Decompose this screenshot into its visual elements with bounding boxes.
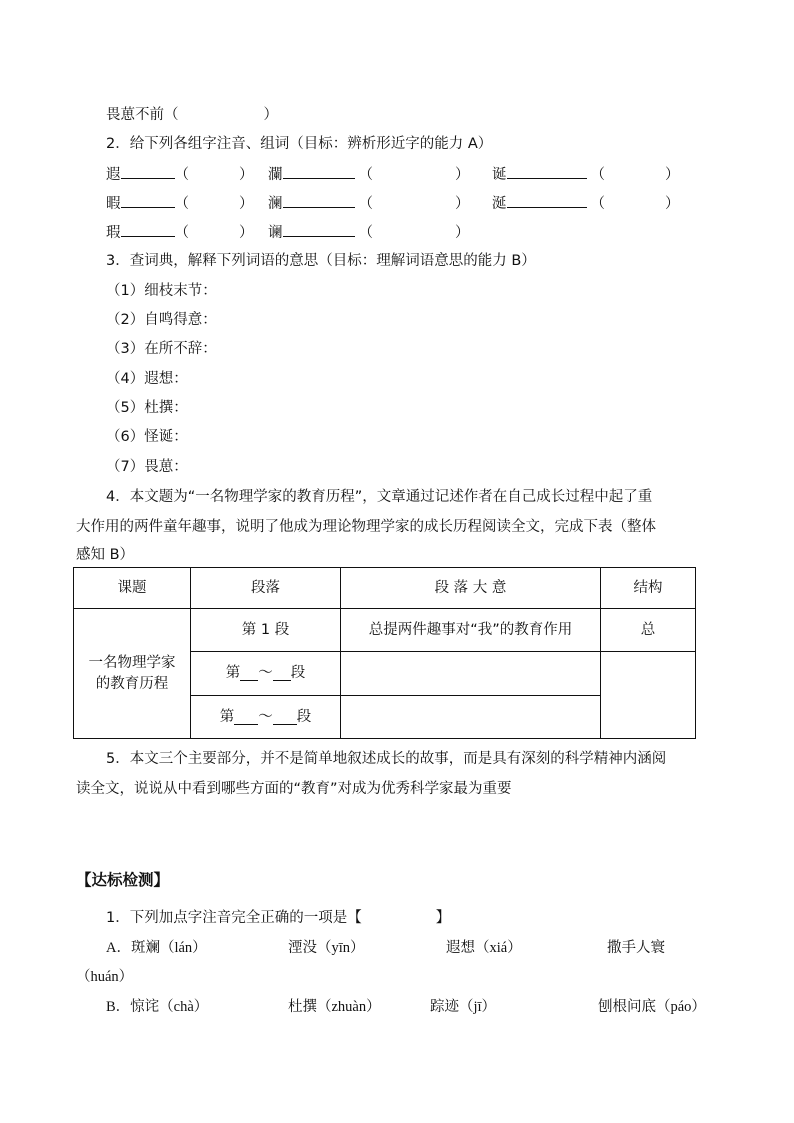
- q2-title: 2．给下列各组字注音、组词（目标：辨析形近字的能力 A）: [106, 136, 493, 152]
- para-tilde: ～: [258, 665, 273, 681]
- table-row1-paragraph: 第 1 段: [241, 621, 290, 638]
- mc1-stem-text: 1．下列加点字注音完全正确的一项是【: [106, 910, 362, 926]
- q2-close: ）: [239, 167, 254, 183]
- mc1-option-a-1: A．斑斓（lán）: [106, 940, 207, 956]
- table-topic-line: 一名物理学家: [88, 654, 176, 671]
- table-header-topic: 课题: [117, 579, 147, 596]
- q2-close: ）: [665, 167, 680, 183]
- q2-close: ）: [455, 225, 470, 241]
- q2-open: （: [590, 167, 605, 183]
- table-topic-line: 的教育历程: [95, 675, 169, 692]
- q2-open: （: [174, 167, 189, 183]
- para-suffix: 段: [290, 665, 306, 681]
- table-row1-structure: 总: [640, 621, 656, 638]
- table-row3-paragraph: [191, 696, 340, 738]
- mc1-option-a-3: 遐想（xiá）: [446, 940, 522, 956]
- top-line-close: ）: [263, 107, 278, 123]
- table-row1-meaning: 总提两件趣事对“我”的教育作用: [368, 621, 573, 638]
- section-title: 【达标检测】: [76, 871, 170, 889]
- mc1-option-b-3: 踪迹（jī）: [430, 999, 497, 1015]
- q4-line-3: 感知 B）: [76, 547, 135, 563]
- q2-close: ）: [665, 196, 680, 212]
- q2-char: 澜: [268, 196, 283, 212]
- mc1-option-a-2: 湮没（yīn）: [288, 940, 365, 956]
- mc1-option-a-4-cont: （huán）: [76, 969, 134, 985]
- q5-line-1: 5．本文三个主要部分，并不是简单地叙述成长的故事，而是具有深刻的科学精神内涵阅: [106, 751, 667, 767]
- q2-open: （: [358, 225, 373, 241]
- mc1-option-b-1: B．惊诧（chà）: [106, 999, 209, 1015]
- q3-item: （4）遐想：: [106, 371, 188, 387]
- table-header-meaning: 段 落 大 意: [434, 579, 507, 596]
- q3-item: （1）细枝末节：: [106, 283, 217, 299]
- q2-char: 瑕: [106, 225, 121, 241]
- q2-char: 谰: [268, 225, 283, 241]
- para-suffix: 段: [296, 708, 312, 725]
- mc1-option-b-4: 刨根问底（páo）: [598, 999, 706, 1015]
- paragraph-blank[interactable]: [234, 710, 258, 725]
- q2-open: （: [174, 196, 189, 212]
- q2-close: ）: [239, 225, 254, 241]
- q2-char: 瀾: [268, 167, 283, 183]
- q4-line-2: 大作用的两件童年趣事，说明了他成为理论物理学家的成长历程阅读全文，完成下表（整体: [76, 519, 656, 535]
- table-header-structure: 结构: [633, 579, 663, 596]
- top-line-text: 畏葸不前（: [106, 107, 179, 123]
- q2-close: ）: [239, 196, 254, 212]
- mc1-option-a-4: 撒手人寰: [607, 940, 665, 956]
- q4-line-1: 4．本文题为“一名物理学家的教育历程”，文章通过记述作者在自己成长过程中起了重: [106, 489, 653, 505]
- paragraph-blank[interactable]: [273, 710, 297, 725]
- q2-char: 遐: [106, 167, 121, 183]
- paragraph-blank[interactable]: [240, 666, 258, 681]
- q2-char: 涎: [492, 196, 507, 212]
- q2-close: ）: [455, 196, 470, 212]
- mc1-option-b-2: 杜撰（zhuàn）: [288, 999, 381, 1015]
- table-row2-paragraph: [191, 652, 340, 695]
- q2-char: 暇: [106, 196, 121, 212]
- q2-open: （: [590, 196, 605, 212]
- mc1-stem: [106, 908, 450, 928]
- q3-item: （2）自鸣得意：: [106, 312, 217, 328]
- q5-line-2: 读全文，说说从中看到哪些方面的“教育”对成为优秀科学家最为重要: [76, 781, 512, 797]
- q3-item: （5）杜撰：: [106, 400, 188, 416]
- q2-char: 诞: [492, 167, 507, 183]
- q3-item: （3）在所不辞：: [106, 341, 217, 357]
- q3-item: （7）畏葸：: [106, 459, 188, 475]
- table-topic-cell: [74, 609, 190, 738]
- para-tilde: ～: [258, 708, 273, 725]
- para-prefix: 第: [219, 708, 235, 725]
- q2-open: （: [174, 225, 189, 241]
- q2-open: （: [358, 196, 373, 212]
- para-prefix: 第: [225, 665, 241, 681]
- q2-close: ）: [455, 167, 470, 183]
- q3-item: （6）怪诞：: [106, 429, 188, 445]
- mc1-stem-close: 】: [435, 910, 451, 926]
- paragraph-blank[interactable]: [273, 666, 291, 681]
- table-header-paragraph: 段落: [251, 579, 280, 596]
- q3-title: 3．查词典，解释下列词语的意思（目标：理解词语意思的能力 B）: [106, 253, 536, 269]
- q2-open: （: [358, 167, 373, 183]
